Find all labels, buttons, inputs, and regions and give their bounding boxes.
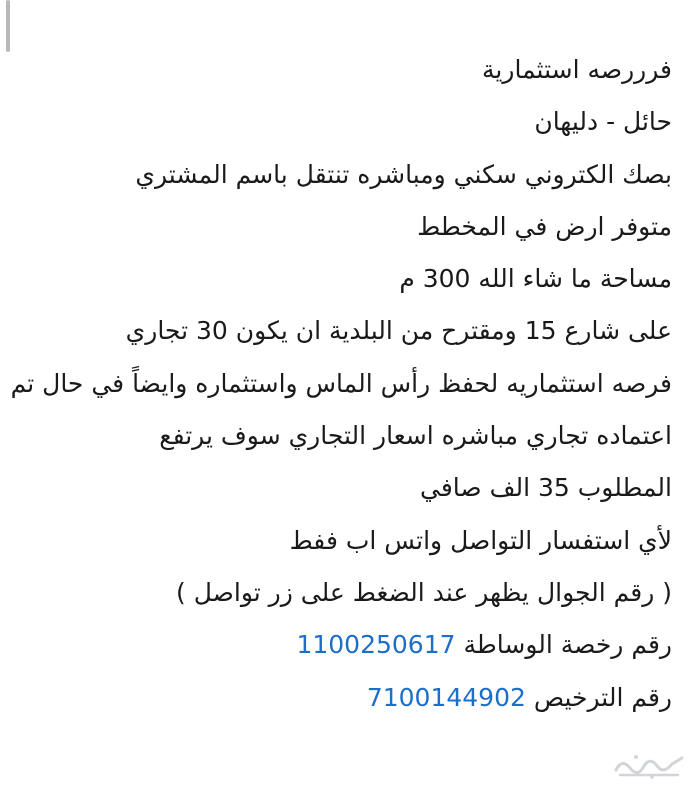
license-line — [22, 676, 672, 728]
ad-title-line: فرررصه استثمارية — [482, 55, 672, 84]
phone-note-line: ( رقم الجوال يظهر عند الضغط على زر تواصل ) — [176, 577, 672, 607]
brokerage-license-label: رقم رخصة الوساطة — [463, 630, 672, 660]
price-line: المطلوب 35 الف صافي — [420, 473, 672, 503]
street-line: على شارع 15 ومقترح من البلدية ان يكون 30 تجاري — [125, 316, 672, 346]
investment-line: فرصه استثماريه لحفظ رأس الماس واستثماره وايضاً في حال تم — [10, 368, 672, 398]
area-line: مساحة ما شاء الله 300 م — [399, 264, 672, 294]
ad-description — [10, 48, 672, 728]
availability-line: متوفر ارض في المخطط — [417, 211, 672, 241]
haraj-logo-watermark-icon — [612, 750, 686, 780]
location-line: حائل - دليهان — [534, 107, 672, 137]
brokerage-license-number[interactable]: 1100250617 — [296, 630, 456, 660]
license-label: رقم الترخيص — [533, 682, 672, 712]
license-number[interactable]: 7100144902 — [366, 682, 526, 712]
brokerage-license-line — [22, 623, 672, 675]
deed-line: بصك الكتروني سكني ومباشره تنتقل باسم المشتري — [135, 159, 672, 189]
commercial-line: اعتماده تجاري مباشره اسعار التجاري سوف يرتفع — [159, 421, 672, 451]
scroll-indicator[interactable] — [6, 0, 10, 52]
contact-line: لأي استفسار التواصل واتس اب ففط — [289, 525, 672, 555]
